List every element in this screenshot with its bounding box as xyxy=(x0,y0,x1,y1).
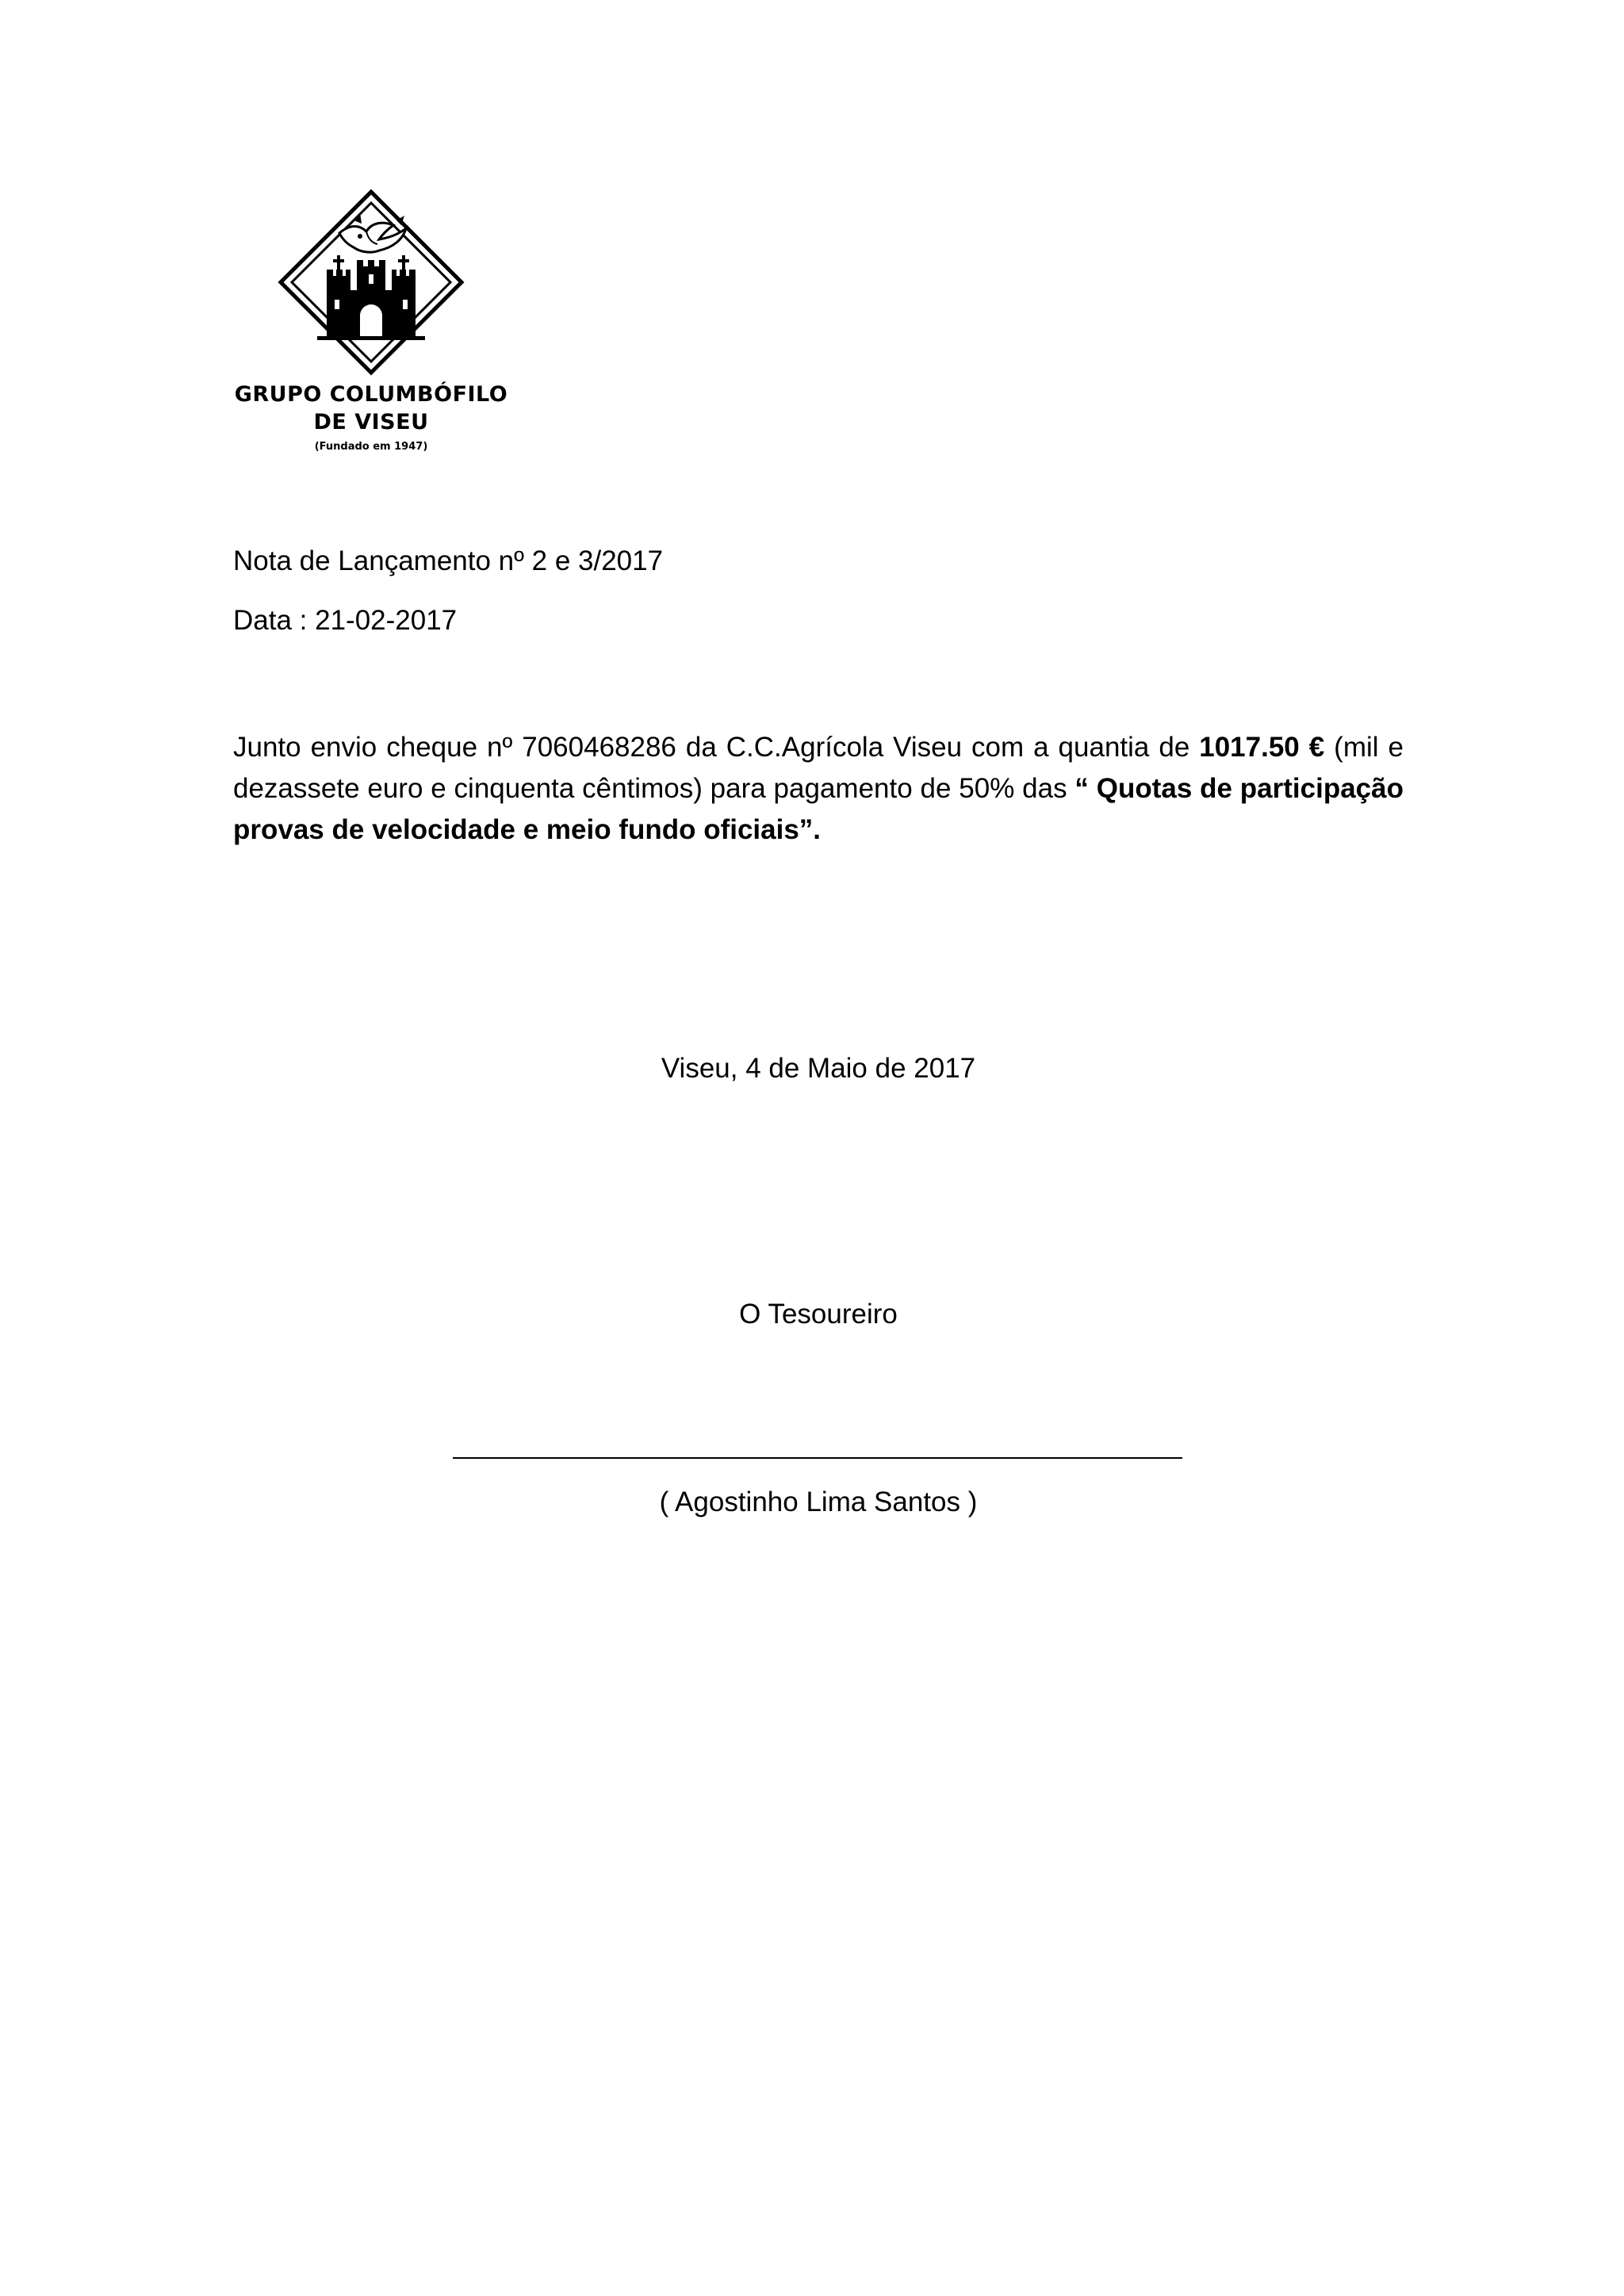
payment-amount: 1017.50 € xyxy=(1199,732,1325,763)
place-and-date: Viseu, 4 de Maio de 2017 xyxy=(661,1053,976,1084)
body-text-part2: (mil e dezassete euro e cinquenta cêntimos) para pagamento de 50% das xyxy=(233,732,1404,804)
document-reference: Nota de Lançamento nº 2 e 3/2017 xyxy=(233,545,664,576)
signatory-role: O Tesoureiro xyxy=(739,1299,898,1330)
castle-pigeon-emblem-icon xyxy=(278,189,465,376)
body-paragraph xyxy=(233,727,1404,851)
letterhead-logo xyxy=(228,189,514,458)
org-founded: (Fundado em 1947) xyxy=(314,441,428,453)
signatory-name: ( Agostinho Lima Santos ) xyxy=(659,1487,978,1517)
document-date: Data : 21-02-2017 xyxy=(233,605,458,636)
payment-subject: “ Quotas de participação provas de velocidade e meio fundo oficiais”. xyxy=(233,773,1404,845)
org-name-line2: DE VISEU xyxy=(313,410,429,434)
org-name-line1: GRUPO COLUMBÓFILO xyxy=(234,382,508,407)
signature-line xyxy=(453,1457,1182,1459)
body-text-part1: Junto envio cheque nº 7060468286 da C.C.Agrícola Viseu com a quantia de xyxy=(233,732,1200,763)
